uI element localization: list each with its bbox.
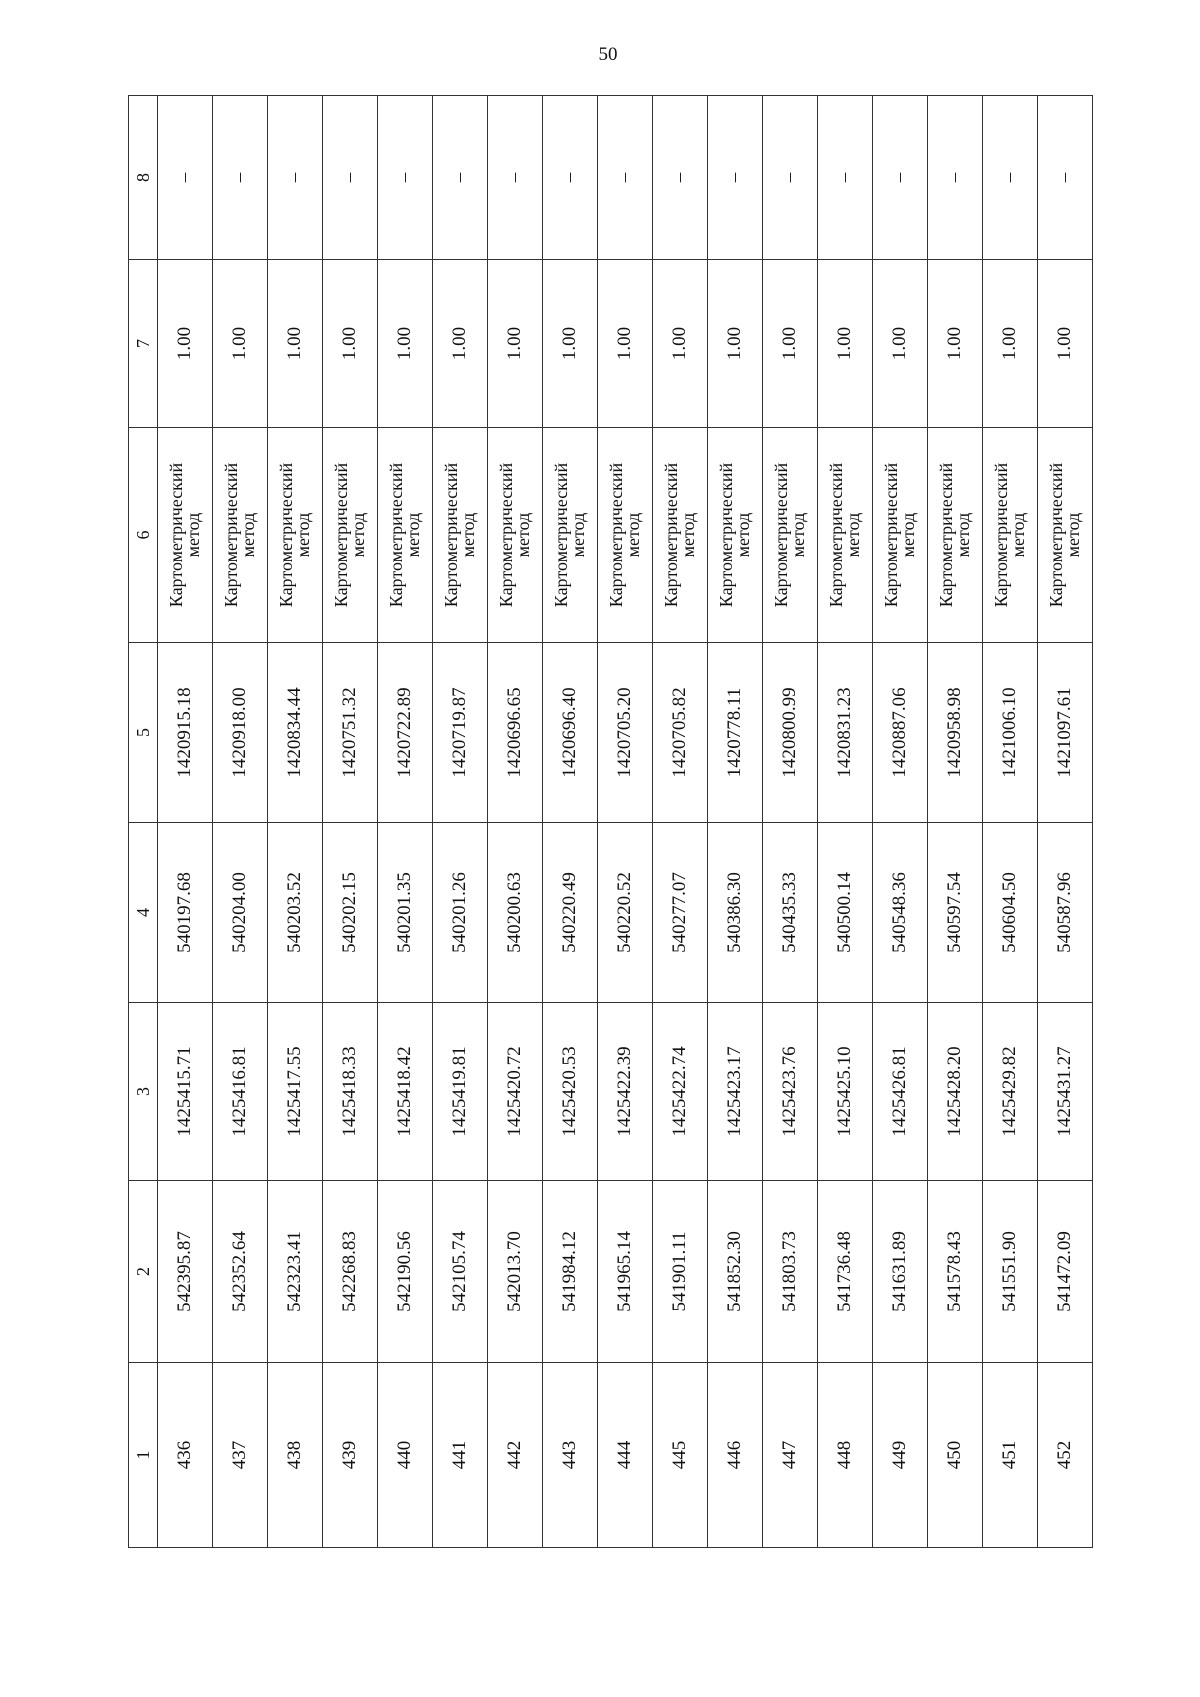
coordinate-y-cell: 1425431.27 bbox=[1038, 1003, 1093, 1181]
note-cell: – bbox=[928, 96, 983, 260]
coordinate-y-cell: 1425425.10 bbox=[818, 1003, 873, 1181]
point-number-cell: 448 bbox=[818, 1363, 873, 1548]
coordinate-y-cell: 1425422.39 bbox=[598, 1003, 653, 1181]
method-cell bbox=[158, 428, 213, 643]
coordinate-x2-cell: 540201.26 bbox=[433, 823, 488, 1003]
method-cell bbox=[268, 428, 323, 643]
point-number-cell: 441 bbox=[433, 1363, 488, 1548]
table-row bbox=[928, 96, 983, 1548]
method-text-line: Картометрический bbox=[826, 462, 846, 608]
method-cell bbox=[983, 428, 1038, 643]
table-row bbox=[708, 96, 763, 1548]
method-text-line: метод bbox=[348, 512, 368, 558]
header-cell: 5 bbox=[129, 643, 158, 823]
coordinate-y-cell: 1425418.42 bbox=[378, 1003, 433, 1181]
accuracy-cell: 1.00 bbox=[653, 260, 708, 428]
coordinate-x2-cell: 540220.49 bbox=[543, 823, 598, 1003]
coordinate-y-cell: 1425422.74 bbox=[653, 1003, 708, 1181]
coordinate-x2-cell: 540386.30 bbox=[708, 823, 763, 1003]
note-cell: – bbox=[158, 96, 213, 260]
page-number: 50 bbox=[598, 44, 618, 65]
coordinates-table bbox=[128, 95, 1093, 1548]
table-row bbox=[818, 96, 873, 1548]
coordinate-y-cell: 1425415.71 bbox=[158, 1003, 213, 1181]
coordinate-x2-cell: 540435.33 bbox=[763, 823, 818, 1003]
note-cell: – bbox=[598, 96, 653, 260]
method-text-line: Картометрический bbox=[661, 462, 681, 608]
table-row bbox=[213, 96, 268, 1548]
rotated-table-wrapper bbox=[128, 96, 1083, 1548]
accuracy-cell: 1.00 bbox=[158, 260, 213, 428]
method-text-line: Картометрический bbox=[331, 462, 351, 608]
point-number-cell: 437 bbox=[213, 1363, 268, 1548]
coordinate-y2-cell: 1420719.87 bbox=[433, 643, 488, 823]
header-cell: 3 bbox=[129, 1003, 158, 1181]
header-cell: 1 bbox=[129, 1363, 158, 1548]
coordinate-x-cell: 542323.41 bbox=[268, 1181, 323, 1363]
method-text-line: Картометрический bbox=[496, 462, 516, 608]
method-text-line: Картометрический bbox=[991, 462, 1011, 608]
method-text-line: метод bbox=[293, 512, 313, 558]
table-header bbox=[129, 96, 158, 1548]
method-text-line: метод bbox=[953, 512, 973, 558]
accuracy-cell: 1.00 bbox=[598, 260, 653, 428]
method-text-line: метод bbox=[733, 512, 753, 558]
point-number-cell: 447 bbox=[763, 1363, 818, 1548]
point-number-cell: 445 bbox=[653, 1363, 708, 1548]
method-cell bbox=[873, 428, 928, 643]
coordinate-y-cell: 1425419.81 bbox=[433, 1003, 488, 1181]
header-cell: 6 bbox=[129, 428, 158, 643]
method-cell bbox=[323, 428, 378, 643]
coordinate-x2-cell: 540204.00 bbox=[213, 823, 268, 1003]
method-text-line: Картометрический bbox=[276, 462, 296, 608]
note-cell: – bbox=[543, 96, 598, 260]
method-text-line: Картометрический bbox=[1046, 462, 1066, 608]
coordinate-x-cell: 542105.74 bbox=[433, 1181, 488, 1363]
note-cell: – bbox=[818, 96, 873, 260]
method-cell bbox=[708, 428, 763, 643]
method-text-line: Картометрический bbox=[771, 462, 791, 608]
accuracy-cell: 1.00 bbox=[433, 260, 488, 428]
coordinate-x-cell: 542268.83 bbox=[323, 1181, 378, 1363]
point-number-cell: 446 bbox=[708, 1363, 763, 1548]
table-row bbox=[653, 96, 708, 1548]
accuracy-cell: 1.00 bbox=[378, 260, 433, 428]
coordinate-x2-cell: 540548.36 bbox=[873, 823, 928, 1003]
accuracy-cell: 1.00 bbox=[323, 260, 378, 428]
method-text-line: метод bbox=[898, 512, 918, 558]
coordinate-y2-cell: 1420831.23 bbox=[818, 643, 873, 823]
coordinate-x2-cell: 540201.35 bbox=[378, 823, 433, 1003]
coordinate-y2-cell: 1420958.98 bbox=[928, 643, 983, 823]
point-number-cell: 443 bbox=[543, 1363, 598, 1548]
accuracy-cell: 1.00 bbox=[983, 260, 1038, 428]
table-row bbox=[543, 96, 598, 1548]
note-cell: – bbox=[268, 96, 323, 260]
table-row bbox=[763, 96, 818, 1548]
coordinate-x2-cell: 540597.54 bbox=[928, 823, 983, 1003]
coordinate-x-cell: 541472.09 bbox=[1038, 1181, 1093, 1363]
method-text-line: метод bbox=[513, 512, 533, 558]
table-row bbox=[873, 96, 928, 1548]
note-cell: – bbox=[1038, 96, 1093, 260]
accuracy-cell: 1.00 bbox=[488, 260, 543, 428]
method-text-line: Картометрический bbox=[716, 462, 736, 608]
accuracy-cell: 1.00 bbox=[818, 260, 873, 428]
method-text-line: метод bbox=[458, 512, 478, 558]
coordinate-x-cell: 541551.90 bbox=[983, 1181, 1038, 1363]
table-row bbox=[433, 96, 488, 1548]
note-cell: – bbox=[708, 96, 763, 260]
coordinate-x-cell: 541852.30 bbox=[708, 1181, 763, 1363]
point-number-cell: 444 bbox=[598, 1363, 653, 1548]
note-cell: – bbox=[323, 96, 378, 260]
coordinate-y2-cell: 1420800.99 bbox=[763, 643, 818, 823]
method-text-line: метод bbox=[623, 512, 643, 558]
method-cell bbox=[598, 428, 653, 643]
method-text-line: Картометрический bbox=[386, 462, 406, 608]
header-row bbox=[129, 96, 158, 1548]
coordinate-y-cell: 1425426.81 bbox=[873, 1003, 928, 1181]
coordinate-x2-cell: 540500.14 bbox=[818, 823, 873, 1003]
method-cell bbox=[818, 428, 873, 643]
accuracy-cell: 1.00 bbox=[873, 260, 928, 428]
header-cell: 4 bbox=[129, 823, 158, 1003]
table-row bbox=[598, 96, 653, 1548]
accuracy-cell: 1.00 bbox=[543, 260, 598, 428]
coordinate-y2-cell: 1420696.65 bbox=[488, 643, 543, 823]
coordinate-y2-cell: 1420915.18 bbox=[158, 643, 213, 823]
coordinate-y2-cell: 1420705.82 bbox=[653, 643, 708, 823]
method-text-line: Картометрический bbox=[166, 462, 186, 608]
note-cell: – bbox=[488, 96, 543, 260]
table-row bbox=[983, 96, 1038, 1548]
coordinate-x-cell: 542352.64 bbox=[213, 1181, 268, 1363]
method-cell bbox=[378, 428, 433, 643]
method-cell bbox=[543, 428, 598, 643]
note-cell: – bbox=[653, 96, 708, 260]
coordinate-x-cell: 542190.56 bbox=[378, 1181, 433, 1363]
coordinate-x-cell: 541631.89 bbox=[873, 1181, 928, 1363]
coordinate-x-cell: 541984.12 bbox=[543, 1181, 598, 1363]
point-number-cell: 442 bbox=[488, 1363, 543, 1548]
table-body bbox=[158, 96, 1093, 1548]
method-text-line: Картометрический bbox=[881, 462, 901, 608]
coordinate-y-cell: 1425423.76 bbox=[763, 1003, 818, 1181]
coordinate-y2-cell: 1420722.89 bbox=[378, 643, 433, 823]
coordinate-y-cell: 1425416.81 bbox=[213, 1003, 268, 1181]
method-text-line: Картометрический bbox=[221, 462, 241, 608]
note-cell: – bbox=[983, 96, 1038, 260]
coordinate-y2-cell: 1420751.32 bbox=[323, 643, 378, 823]
accuracy-cell: 1.00 bbox=[708, 260, 763, 428]
coordinate-y-cell: 1425420.72 bbox=[488, 1003, 543, 1181]
coordinate-y-cell: 1425429.82 bbox=[983, 1003, 1038, 1181]
point-number-cell: 440 bbox=[378, 1363, 433, 1548]
coordinate-y2-cell: 1421006.10 bbox=[983, 643, 1038, 823]
point-number-cell: 449 bbox=[873, 1363, 928, 1548]
note-cell: – bbox=[378, 96, 433, 260]
method-text-line: метод bbox=[788, 512, 808, 558]
note-cell: – bbox=[213, 96, 268, 260]
method-text-line: метод bbox=[678, 512, 698, 558]
coordinate-y2-cell: 1420918.00 bbox=[213, 643, 268, 823]
coordinate-y2-cell: 1420887.06 bbox=[873, 643, 928, 823]
method-text-line: Картометрический bbox=[606, 462, 626, 608]
method-text-line: Картометрический bbox=[936, 462, 956, 608]
header-cell: 7 bbox=[129, 260, 158, 428]
method-text-line: Картометрический bbox=[441, 462, 461, 608]
header-cell: 8 bbox=[129, 96, 158, 260]
coordinate-x2-cell: 540587.96 bbox=[1038, 823, 1093, 1003]
coordinate-y2-cell: 1420705.20 bbox=[598, 643, 653, 823]
coordinate-y-cell: 1425428.20 bbox=[928, 1003, 983, 1181]
method-text-line: метод bbox=[238, 512, 258, 558]
coordinate-y-cell: 1425420.53 bbox=[543, 1003, 598, 1181]
method-cell bbox=[653, 428, 708, 643]
note-cell: – bbox=[433, 96, 488, 260]
point-number-cell: 439 bbox=[323, 1363, 378, 1548]
coordinate-x-cell: 541901.11 bbox=[653, 1181, 708, 1363]
coordinate-y2-cell: 1421097.61 bbox=[1038, 643, 1093, 823]
coordinate-x-cell: 541965.14 bbox=[598, 1181, 653, 1363]
method-text-line: метод bbox=[1063, 512, 1083, 558]
point-number-cell: 451 bbox=[983, 1363, 1038, 1548]
point-number-cell: 450 bbox=[928, 1363, 983, 1548]
coordinate-x2-cell: 540200.63 bbox=[488, 823, 543, 1003]
method-text-line: метод bbox=[1008, 512, 1028, 558]
table-row bbox=[158, 96, 213, 1548]
coordinate-x-cell: 541578.43 bbox=[928, 1181, 983, 1363]
table-row bbox=[268, 96, 323, 1548]
accuracy-cell: 1.00 bbox=[268, 260, 323, 428]
accuracy-cell: 1.00 bbox=[928, 260, 983, 428]
table-row bbox=[378, 96, 433, 1548]
method-cell bbox=[433, 428, 488, 643]
coordinate-x-cell: 541803.73 bbox=[763, 1181, 818, 1363]
method-text-line: метод bbox=[568, 512, 588, 558]
coordinate-y-cell: 1425423.17 bbox=[708, 1003, 763, 1181]
table-row bbox=[1038, 96, 1093, 1548]
table-row bbox=[488, 96, 543, 1548]
method-cell bbox=[763, 428, 818, 643]
method-text-line: метод bbox=[183, 512, 203, 558]
coordinate-x2-cell: 540604.50 bbox=[983, 823, 1038, 1003]
point-number-cell: 436 bbox=[158, 1363, 213, 1548]
coordinate-y-cell: 1425418.33 bbox=[323, 1003, 378, 1181]
header-cell: 2 bbox=[129, 1181, 158, 1363]
accuracy-cell: 1.00 bbox=[213, 260, 268, 428]
method-text-line: Картометрический bbox=[551, 462, 571, 608]
coordinate-x2-cell: 540203.52 bbox=[268, 823, 323, 1003]
coordinate-x2-cell: 540277.07 bbox=[653, 823, 708, 1003]
note-cell: – bbox=[763, 96, 818, 260]
coordinate-x-cell: 542395.87 bbox=[158, 1181, 213, 1363]
coordinate-y-cell: 1425417.55 bbox=[268, 1003, 323, 1181]
point-number-cell: 438 bbox=[268, 1363, 323, 1548]
method-cell bbox=[1038, 428, 1093, 643]
coordinate-y2-cell: 1420834.44 bbox=[268, 643, 323, 823]
coordinate-x-cell: 541736.48 bbox=[818, 1181, 873, 1363]
method-cell bbox=[213, 428, 268, 643]
coordinate-y2-cell: 1420696.40 bbox=[543, 643, 598, 823]
method-cell bbox=[928, 428, 983, 643]
method-text-line: метод bbox=[843, 512, 863, 558]
accuracy-cell: 1.00 bbox=[763, 260, 818, 428]
note-cell: – bbox=[873, 96, 928, 260]
method-text-line: метод bbox=[403, 512, 423, 558]
coordinate-x2-cell: 540202.15 bbox=[323, 823, 378, 1003]
coordinate-x2-cell: 540197.68 bbox=[158, 823, 213, 1003]
method-cell bbox=[488, 428, 543, 643]
accuracy-cell: 1.00 bbox=[1038, 260, 1093, 428]
table-row bbox=[323, 96, 378, 1548]
coordinate-x-cell: 542013.70 bbox=[488, 1181, 543, 1363]
coordinate-y2-cell: 1420778.11 bbox=[708, 643, 763, 823]
point-number-cell: 452 bbox=[1038, 1363, 1093, 1548]
coordinate-x2-cell: 540220.52 bbox=[598, 823, 653, 1003]
